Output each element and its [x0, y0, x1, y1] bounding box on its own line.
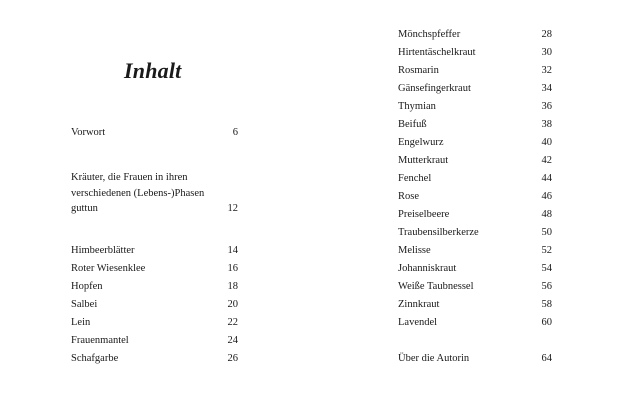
toc-entry-label: Johanniskraut	[398, 263, 457, 274]
toc-entry-label: Traubensilberkerze	[398, 227, 479, 238]
toc-entry-page: 46	[541, 191, 552, 202]
toc-entry-page: 26	[227, 353, 238, 364]
toc-entry-label: Rose	[398, 191, 419, 202]
toc-entry-page: 44	[541, 173, 552, 184]
toc-entry-page: 32	[541, 65, 552, 76]
page-title: Inhalt	[124, 58, 182, 83]
toc-entry-page: 64	[541, 353, 552, 364]
toc-entry-label: Himbeerblätter	[71, 245, 135, 256]
toc-entry-page: 48	[541, 209, 552, 220]
toc-entry-page: 40	[541, 137, 552, 148]
toc-entry-page: 28	[541, 29, 552, 40]
toc-entry-label: Zinnkraut	[398, 299, 440, 310]
toc-entry-label: Beifuß	[398, 119, 427, 130]
toc-entry-page: 42	[541, 155, 552, 166]
toc-entry-page: 38	[541, 119, 552, 130]
toc-entry-page: 54	[541, 263, 552, 274]
toc-entry-page: 24	[227, 335, 238, 346]
toc-entry-page: 36	[541, 101, 552, 112]
toc-entry-label: Kräuter, die Frauen in ihren verschiedenen (Lebens-)Phasen guttun	[71, 172, 205, 214]
toc-entry-label: Hirtentäschelkraut	[398, 47, 476, 58]
toc-entry-page: 56	[541, 281, 552, 292]
toc-entry-label: Fenchel	[398, 173, 432, 184]
toc-entry-label: Schafgarbe	[71, 353, 119, 364]
toc-entry-page: 18	[227, 281, 238, 292]
toc-entry-page: 34	[541, 83, 552, 94]
toc-entry-page: 30	[541, 47, 552, 58]
toc-entry-label: Lavendel	[398, 317, 438, 328]
toc-entry-page: 12	[227, 203, 238, 214]
toc-entry-label: Melisse	[398, 245, 431, 256]
toc-entry-page: 6	[232, 127, 238, 138]
toc-entry-page: 58	[541, 299, 552, 310]
toc-entry-page: 22	[227, 317, 238, 328]
toc-entry-label: Gänsefingerkraut	[398, 83, 471, 94]
toc-entry-label: Über die Autorin	[398, 353, 470, 364]
toc-entry-label: Vorwort	[71, 127, 106, 138]
toc-entry-label: Rosmarin	[398, 65, 439, 76]
toc-entry-page: 14	[227, 245, 238, 256]
toc-entry-page: 50	[541, 227, 552, 238]
toc-entry-label: Weiße Taubnessel	[398, 281, 474, 292]
toc-entry-label: Thymian	[398, 101, 436, 112]
toc-entry-label: Mönchspfeffer	[398, 29, 461, 40]
toc-entry-page: 20	[227, 299, 238, 310]
toc-entry-label: Frauenmantel	[71, 335, 129, 346]
toc-entry-label: Preiselbeere	[398, 209, 450, 220]
toc-entry-page: 60	[541, 317, 552, 328]
toc-entry-label: Hopfen	[71, 281, 103, 292]
toc-entry-label: Roter Wiesenklee	[71, 263, 146, 274]
toc-entry-kraeuter-intro[interactable]	[71, 170, 238, 217]
toc-entry-label: Engelwurz	[398, 137, 444, 148]
toc-entry-page: 52	[541, 245, 552, 256]
toc-entry-page: 16	[227, 263, 238, 274]
toc-entry-label: Lein	[71, 317, 91, 328]
toc-entry-label: Mutterkraut	[398, 155, 449, 166]
toc-entry-label: Salbei	[71, 299, 98, 310]
